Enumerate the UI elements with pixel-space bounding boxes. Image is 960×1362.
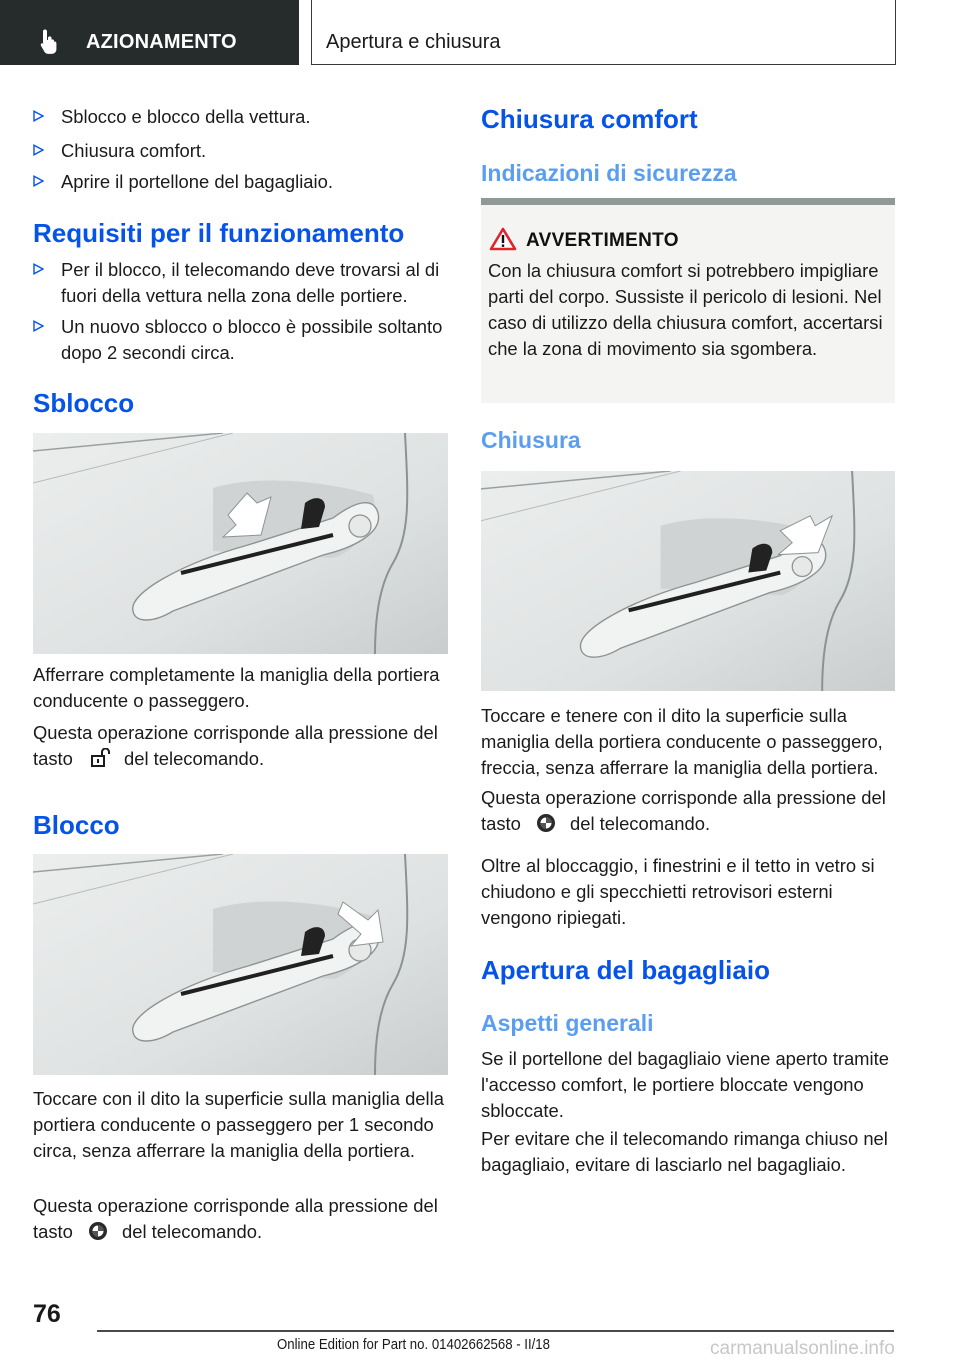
heading-general: Aspetti generali xyxy=(481,1010,654,1036)
chapter-label: Apertura e chiusura xyxy=(326,31,501,53)
watermark: carmanualsonline.info xyxy=(710,1338,895,1359)
trunk-paragraph-1: Se il portellone del bagagliaio viene aperto tramite l'accesso comfort, le portiere bloccate vengono sbloccate. xyxy=(481,1048,889,1121)
comfort-close-figure xyxy=(481,471,895,691)
warning-title: AVVERTIMENTO xyxy=(526,230,679,251)
hand-pointer-icon xyxy=(40,28,62,54)
page-number: 76 xyxy=(33,1300,61,1328)
heading-closing: Chiusura xyxy=(481,427,581,453)
chapter-tab xyxy=(311,0,896,65)
lock-remote-paragraph: Questa operazione corrisponde alla pressione del tasto del telecomando. xyxy=(33,1195,438,1242)
warning-box xyxy=(481,198,895,403)
heading-comfort-closing: Chiusura comfort xyxy=(481,104,698,134)
closing-paragraph: Toccare e tenere con il dito la superficie sulla maniglia della portiera conducente o passeggero, freccia, senza afferrare la maniglia della portiera. xyxy=(481,705,883,778)
section-label: AZIONAMENTO xyxy=(86,31,237,53)
unlock-icon xyxy=(90,748,112,768)
closing-remote-paragraph: Questa operazione corrisponde alla pressione del tasto del telecomando. xyxy=(481,787,886,834)
lock-figure xyxy=(33,854,448,1075)
unlock-remote-paragraph: Questa operazione corrisponde alla pressione del tasto del telecomando. xyxy=(33,722,438,769)
heading-lock: Blocco xyxy=(33,810,120,840)
edition-text: Online Edition for Part no. 01402662568 - II/18 xyxy=(277,1336,550,1353)
heading-unlock: Sblocco xyxy=(33,388,135,418)
unlock-figure xyxy=(33,433,448,654)
heading-requirements: Requisiti per il funzionamento xyxy=(33,218,405,248)
trunk-paragraph-2: Per evitare che il telecomando rimanga chiuso nel bagagliaio, evitare di lasciarlo nel bagagliaio. xyxy=(481,1128,888,1175)
unlock-paragraph: Afferrare completamente la maniglia della portiera conducente o passeggero. xyxy=(33,664,440,711)
section-tab xyxy=(0,0,299,65)
heading-trunk: Apertura del bagagliaio xyxy=(481,955,770,985)
bmw-logo-icon xyxy=(536,813,556,833)
bmw-logo-icon xyxy=(88,1221,108,1241)
closing-extra-paragraph: Oltre al bloccaggio, i finestrini e il tetto in vetro si chiudono e gli specchietti retrovisori esterni vengono ripiegati. xyxy=(481,855,875,928)
heading-safety: Indicazioni di sicurezza xyxy=(481,160,737,186)
warning-body: Con la chiusura comfort si potrebbero impigliare parti del corpo. Sussiste il pericolo di lesioni. Nel caso di utilizzo della chiusura comfort, accertarsi che la zona di movimento sia sgombera. xyxy=(488,260,883,359)
lock-paragraph: Toccare con il dito la superficie sulla maniglia della portiera conducente o passeggero per 1 secondo circa, senza afferrare la maniglia della portiera. xyxy=(33,1088,444,1161)
footer-divider xyxy=(97,1330,894,1332)
warning-triangle-icon xyxy=(489,227,517,251)
